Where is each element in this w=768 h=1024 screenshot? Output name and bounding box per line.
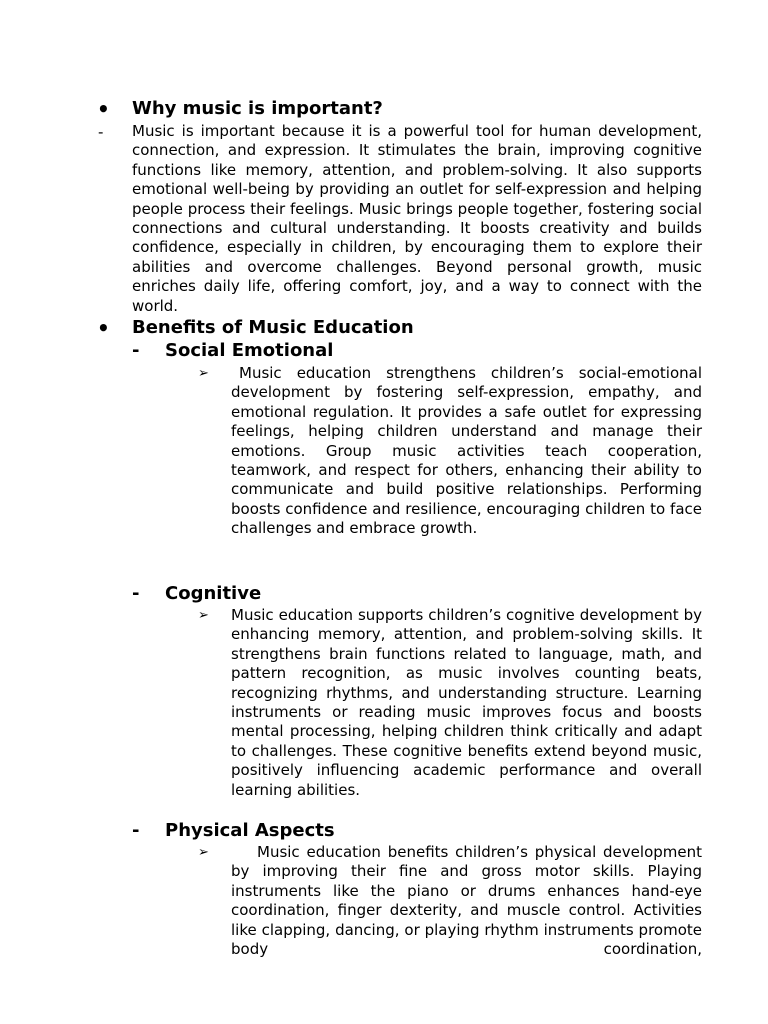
paragraph-cognitive: Music education supports children’s cognitive development by enhancing memory, attention, and problem-solving skills. It strengthens brain functions related to language, math, and pattern recognition, as music involves counting beats, recognizing rhythms, and understanding structure. Learning instruments or reading music improves focus and boosts mental processing, helping children think critically and adapt to challenges. These cognitive benefits extend beyond music, positively influencing academic performance and overall learning abilities. (231, 606, 702, 799)
subsection-dash-social-emotional: - (132, 340, 140, 361)
section-bullet-why: • (97, 97, 110, 121)
heading-why-music-important: Why music is important? (132, 98, 383, 119)
subsection-dash-cognitive: - (132, 583, 140, 604)
heading-cognitive: Cognitive (165, 583, 262, 604)
arrow-bullet-icon: ➢ (198, 366, 209, 381)
arrow-bullet-icon: ➢ (198, 845, 209, 860)
subsection-dash-physical-aspects: - (132, 820, 140, 841)
paragraph-why-music-important: Music is important because it is a powerful tool for human development, connection, and expression. It stimulates the brain, improving cognitive functions like memory, attention, and problem-solving. It also supports emotional well-being by providing an outlet for self-expression and helping people process their feelings. Music brings people together, fostering social connections and cultural understanding. It boosts creativity and builds confidence, especially in children, by encouraging them to explore their abilities and overcome challenges. Beyond personal growth, music enriches daily life, offering comfort, joy, and a way to connect with the world. (132, 122, 702, 315)
section-bullet-benefits: • (97, 316, 110, 340)
paragraph-dash-why: - (98, 123, 104, 141)
arrow-bullet-icon: ➢ (198, 608, 209, 623)
paragraph-social-emotional: Music education strengthens children’s social-emotional development by fostering self-expression, empathy, and emotional regulation. It provides a safe outlet for expressing feelings, helping children understand and manage their emotions. Group music activities teach cooperation, teamwork, and respect for others, enhancing their ability to communicate and build positive relationships. Performing boosts confidence and resilience, encouraging children to face challenges and embrace growth. (231, 364, 702, 538)
heading-physical-aspects: Physical Aspects (165, 820, 335, 841)
heading-benefits-music-education: Benefits of Music Education (132, 317, 414, 338)
paragraph-physical-aspects: Music education benefits children’s physical development by improving their fine and gross motor skills. Playing instruments like the piano or drums enhances hand-eye coordination, finger dexterity, and muscle control. Activities like clapping, dancing, or playing rhythm instruments promote body coordination, (231, 843, 702, 959)
heading-social-emotional: Social Emotional (165, 340, 334, 361)
